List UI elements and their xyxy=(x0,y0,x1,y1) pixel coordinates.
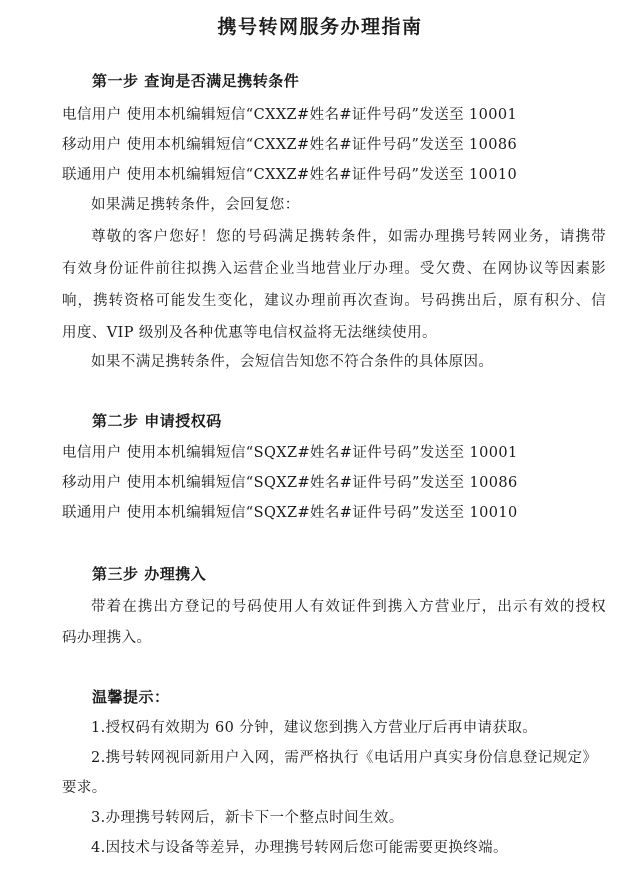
step1-heading: 第一步 查询是否满足携转条件 xyxy=(92,72,300,90)
step2-heading: 第二步 申请授权码 xyxy=(92,412,222,430)
step1-mobile-line: 移动用户 使用本机编辑短信“CXXZ#姓名#证件号码”发送至 10086 xyxy=(62,137,518,153)
tip-item: 1.授权码有效期为 60 分钟，建议您到携入方营业厅后再申请获取。 xyxy=(91,720,538,736)
tip-item: 2.携号转网视同新用户入网，需严格执行《电话用户真实身份信息登记规定》 xyxy=(91,750,598,766)
step3-line: 码办理携入。 xyxy=(62,630,152,646)
step2-mobile-line: 移动用户 使用本机编辑短信“SQXZ#姓名#证件号码”发送至 10086 xyxy=(62,475,518,491)
step1-reply-line: 用度、VIP 级别及各种优惠等电信权益将无法继续使用。 xyxy=(62,325,437,341)
tip-item: 3.办理携号转网后，新卡下一个整点时间生效。 xyxy=(91,810,404,826)
step1-telecom-line: 电信用户 使用本机编辑短信“CXXZ#姓名#证件号码”发送至 10001 xyxy=(62,107,518,123)
step3-heading: 第三步 办理携入 xyxy=(92,565,207,583)
step3-line: 带着在携出方登记的号码使用人有效证件到携入方营业厅，出示有效的授权 xyxy=(91,599,606,615)
step2-telecom-line: 电信用户 使用本机编辑短信“SQXZ#姓名#证件号码”发送至 10001 xyxy=(62,445,518,461)
tip-item: 4.因技术与设备等差异，办理携号转网后您可能需要更换终端。 xyxy=(91,840,508,856)
step1-not-met-note: 如果不满足携转条件，会短信告知您不符合条件的具体原因。 xyxy=(91,354,494,370)
step1-reply-intro: 如果满足携转条件，会回复您： xyxy=(91,197,300,213)
step1-reply-line: 响，携转资格可能发生变化，建议办理前再次查询。号码携出后，原有积分、信 xyxy=(62,293,606,309)
tips-heading: 温馨提示： xyxy=(92,688,170,706)
page-title: 携号转网服务办理指南 xyxy=(217,16,423,38)
step1-unicom-line: 联通用户 使用本机编辑短信“CXXZ#姓名#证件号码”发送至 10010 xyxy=(62,167,518,183)
tip-item-continued: 要求。 xyxy=(62,780,107,796)
step1-reply-line: 有效身份证件前往拟携入运营企业当地营业厅办理。受欠费、在网协议等因素影 xyxy=(62,261,606,277)
step2-unicom-line: 联通用户 使用本机编辑短信“SQXZ#姓名#证件号码”发送至 10010 xyxy=(62,505,518,521)
step1-reply-line: 尊敬的客户您好！您的号码满足携转条件，如需办理携号转网业务，请携带 xyxy=(91,229,606,245)
